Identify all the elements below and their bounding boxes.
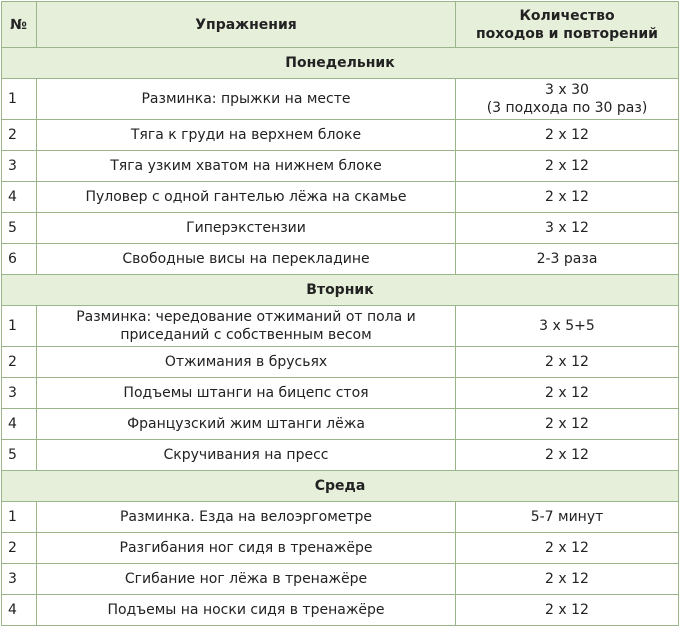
workout-table-container	[1, 1, 678, 626]
row-number: 1	[2, 502, 37, 533]
row-count: 2 х 12	[456, 151, 679, 182]
table-row	[2, 306, 679, 347]
row-number: 5	[2, 440, 37, 471]
table-row	[2, 182, 679, 213]
row-count: 2-3 раза	[456, 244, 679, 275]
row-exercise: Пуловер с одной гантелью лёжа на скамье	[37, 182, 456, 213]
row-number: 2	[2, 347, 37, 378]
table-row	[2, 347, 679, 378]
row-number: 1	[2, 306, 37, 347]
row-count: 2 х 12	[456, 378, 679, 409]
row-exercise: Французский жим штанги лёжа	[37, 409, 456, 440]
table-row	[2, 409, 679, 440]
table-row	[2, 151, 679, 182]
row-count: 2 х 12	[456, 120, 679, 151]
header-exercises: Упражнения	[37, 2, 456, 48]
day-title: Вторник	[2, 275, 679, 306]
table-row	[2, 120, 679, 151]
row-count: 2 х 12	[456, 533, 679, 564]
day-title: Среда	[2, 471, 679, 502]
row-number: 6	[2, 244, 37, 275]
table-row	[2, 244, 679, 275]
row-number: 3	[2, 151, 37, 182]
row-exercise: Свободные висы на перекладине	[37, 244, 456, 275]
row-exercise: Тяга узким хватом на нижнем блоке	[37, 151, 456, 182]
row-number: 5	[2, 213, 37, 244]
row-exercise-line2: приседаний с собственным весом	[120, 327, 372, 343]
workout-table	[1, 1, 679, 626]
row-exercise: Подъемы штанги на бицепс стоя	[37, 378, 456, 409]
table-row	[2, 79, 679, 120]
row-number: 4	[2, 182, 37, 213]
row-count: 3 х 12	[456, 213, 679, 244]
header-number: №	[2, 2, 37, 48]
row-count: 3 х 5+5	[456, 306, 679, 347]
header-count-line1: Количество	[519, 7, 615, 24]
row-count: 2 х 12	[456, 440, 679, 471]
table-row	[2, 213, 679, 244]
row-count: 2 х 12	[456, 564, 679, 595]
row-count: 2 х 12	[456, 595, 679, 626]
row-exercise: Разминка: прыжки на месте	[37, 79, 456, 120]
row-number: 4	[2, 409, 37, 440]
row-count	[456, 79, 679, 120]
row-count: 5-7 минут	[456, 502, 679, 533]
header-count	[456, 2, 679, 48]
row-count: 2 х 12	[456, 409, 679, 440]
row-exercise: Тяга к груди на верхнем блоке	[37, 120, 456, 151]
day-title: Понедельник	[2, 48, 679, 79]
row-exercise: Сгибание ног лёжа в тренажёре	[37, 564, 456, 595]
row-count: 2 х 12	[456, 347, 679, 378]
row-number: 1	[2, 79, 37, 120]
row-exercise: Подъемы на носки сидя в тренажёре	[37, 595, 456, 626]
row-number: 2	[2, 533, 37, 564]
table-row	[2, 502, 679, 533]
day-row-wednesday	[2, 471, 679, 502]
day-row-tuesday	[2, 275, 679, 306]
row-number: 3	[2, 564, 37, 595]
header-row	[2, 2, 679, 48]
table-row	[2, 564, 679, 595]
table-row	[2, 440, 679, 471]
table-row	[2, 533, 679, 564]
header-count-line2: походов и повторений	[476, 25, 658, 42]
row-exercise-line1: Разминка: чередование отжиманий от пола и	[76, 309, 416, 325]
table-row	[2, 595, 679, 626]
row-exercise: Гиперэкстензии	[37, 213, 456, 244]
row-count-line1: 3 х 30	[545, 82, 589, 98]
row-number: 3	[2, 378, 37, 409]
row-exercise: Разгибания ног сидя в тренажёре	[37, 533, 456, 564]
day-row-monday	[2, 48, 679, 79]
row-number: 4	[2, 595, 37, 626]
row-count: 2 х 12	[456, 182, 679, 213]
row-exercise: Разминка. Езда на велоэргометре	[37, 502, 456, 533]
row-exercise: Скручивания на пресс	[37, 440, 456, 471]
table-row	[2, 378, 679, 409]
row-exercise	[37, 306, 456, 347]
row-exercise: Отжимания в брусьях	[37, 347, 456, 378]
row-number: 2	[2, 120, 37, 151]
row-count-line2: (3 подхода по 30 раз)	[486, 100, 648, 116]
